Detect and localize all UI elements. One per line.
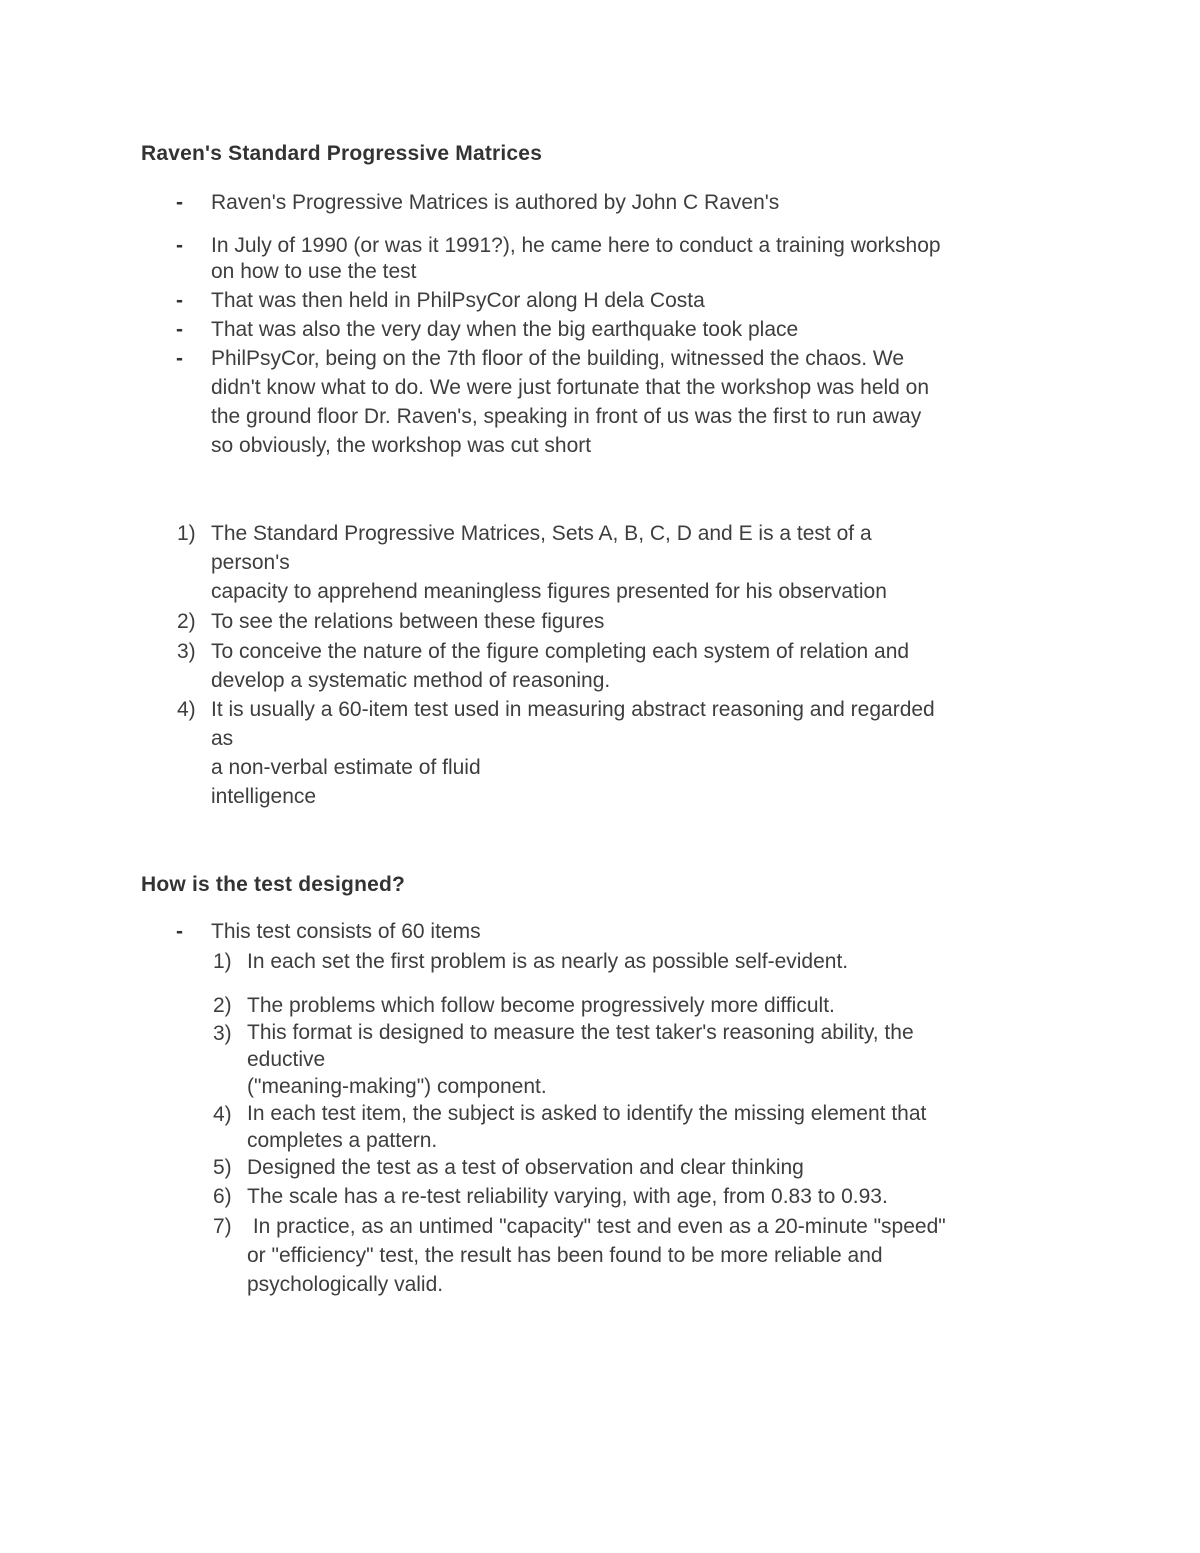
item-text: ("meaning-making") component.	[247, 1075, 547, 1098]
item-text: or "efficiency" test, the result has been found to be more reliable and	[247, 1244, 883, 1267]
list-number: 4)	[213, 1103, 232, 1126]
item-text: capacity to apprehend meaningless figures presented for his observation	[211, 580, 887, 603]
item-text: develop a systematic method of reasoning.	[211, 669, 611, 692]
list-number: 3)	[213, 1022, 232, 1045]
item-text: a non-verbal estimate of fluid	[211, 756, 481, 779]
numbered-item	[247, 991, 835, 1020]
item-text: so obviously, the workshop was cut short	[211, 434, 592, 457]
list-number: 5)	[213, 1156, 232, 1179]
item-text: The scale has a re-test reliability varying, with age, from 0.83 to 0.93.	[247, 1185, 888, 1208]
bullet-dash: -	[176, 289, 183, 312]
list-number: 7)	[213, 1215, 232, 1238]
numbered-item	[247, 1182, 888, 1211]
item-text: In July of 1990 (or was it 1991?), he came here to conduct a training workshop	[211, 234, 941, 257]
numbered-item	[211, 695, 935, 811]
item-text: In each test item, the subject is asked to identify the missing element that	[247, 1102, 927, 1125]
bullet-dash: -	[176, 234, 183, 257]
item-text: The problems which follow become progressively more difficult.	[247, 994, 835, 1017]
numbered-item	[247, 1019, 914, 1100]
section1-title: Raven's Standard Progressive Matrices	[141, 142, 543, 165]
list-number: 1)	[177, 522, 196, 545]
item-text: the ground floor Dr. Raven's, speaking in front of us was the first to run away	[211, 405, 922, 428]
item-text: intelligence	[211, 785, 317, 808]
bullet-dash: -	[176, 191, 183, 214]
numbered-item	[211, 607, 604, 636]
list-number: 6)	[213, 1185, 232, 1208]
item-text: completes a pattern.	[247, 1129, 438, 1152]
list-item	[211, 315, 798, 344]
list-item	[211, 917, 481, 946]
item-text: Designed the test as a test of observation and clear thinking	[247, 1156, 804, 1179]
numbered-item	[211, 519, 887, 606]
list-number: 2)	[177, 610, 196, 633]
item-text: This format is designed to measure the test taker's reasoning ability, the	[247, 1021, 914, 1044]
item-text: didn't know what to do. We were just fortunate that the workshop was held on	[211, 376, 930, 399]
item-text: It is usually a 60-item test used in measuring abstract reasoning and regarded	[211, 698, 935, 721]
item-text: person's	[211, 551, 290, 574]
item-text: In practice, as an untimed "capacity" test and even as a 20-minute "speed"	[247, 1215, 946, 1238]
bullet-dash: -	[176, 347, 183, 370]
bullet-dash: -	[176, 920, 183, 943]
numbered-item	[247, 947, 848, 976]
item-text: In each set the first problem is as nearly as possible self-evident.	[247, 950, 849, 973]
item-text: This test consists of 60 items	[211, 920, 481, 943]
item-text: The Standard Progressive Matrices, Sets A, B, C, D and E is a test of a	[211, 522, 872, 545]
numbered-item	[247, 1100, 926, 1154]
list-number: 1)	[213, 950, 232, 973]
item-text: To conceive the nature of the figure completing each system of relation and	[211, 640, 910, 663]
item-text: To see the relations between these figures	[211, 610, 605, 633]
item-text: That was then held in PhilPsyCor along H dela Costa	[211, 289, 705, 312]
item-text: PhilPsyCor, being on the 7th floor of the building, witnessed the chaos. We	[211, 347, 905, 370]
item-text: eductive	[247, 1048, 326, 1071]
item-text: psychologically valid.	[247, 1273, 444, 1296]
list-number: 4)	[177, 698, 196, 721]
list-item	[211, 188, 779, 217]
list-number: 3)	[177, 640, 196, 663]
list-item	[211, 286, 705, 315]
list-number: 2)	[213, 994, 232, 1017]
list-item	[211, 344, 929, 460]
numbered-item	[247, 1212, 946, 1299]
item-text: Raven's Progressive Matrices is authored by John C Raven's	[211, 191, 780, 214]
item-text: as	[211, 727, 234, 750]
numbered-item	[211, 637, 909, 695]
list-item	[211, 231, 941, 286]
numbered-item	[247, 1153, 804, 1182]
bullet-dash: -	[176, 318, 183, 341]
section2-title: How is the test designed?	[141, 873, 406, 896]
item-text: on how to use the test	[211, 260, 417, 283]
item-text: That was also the very day when the big earthquake took place	[211, 318, 799, 341]
